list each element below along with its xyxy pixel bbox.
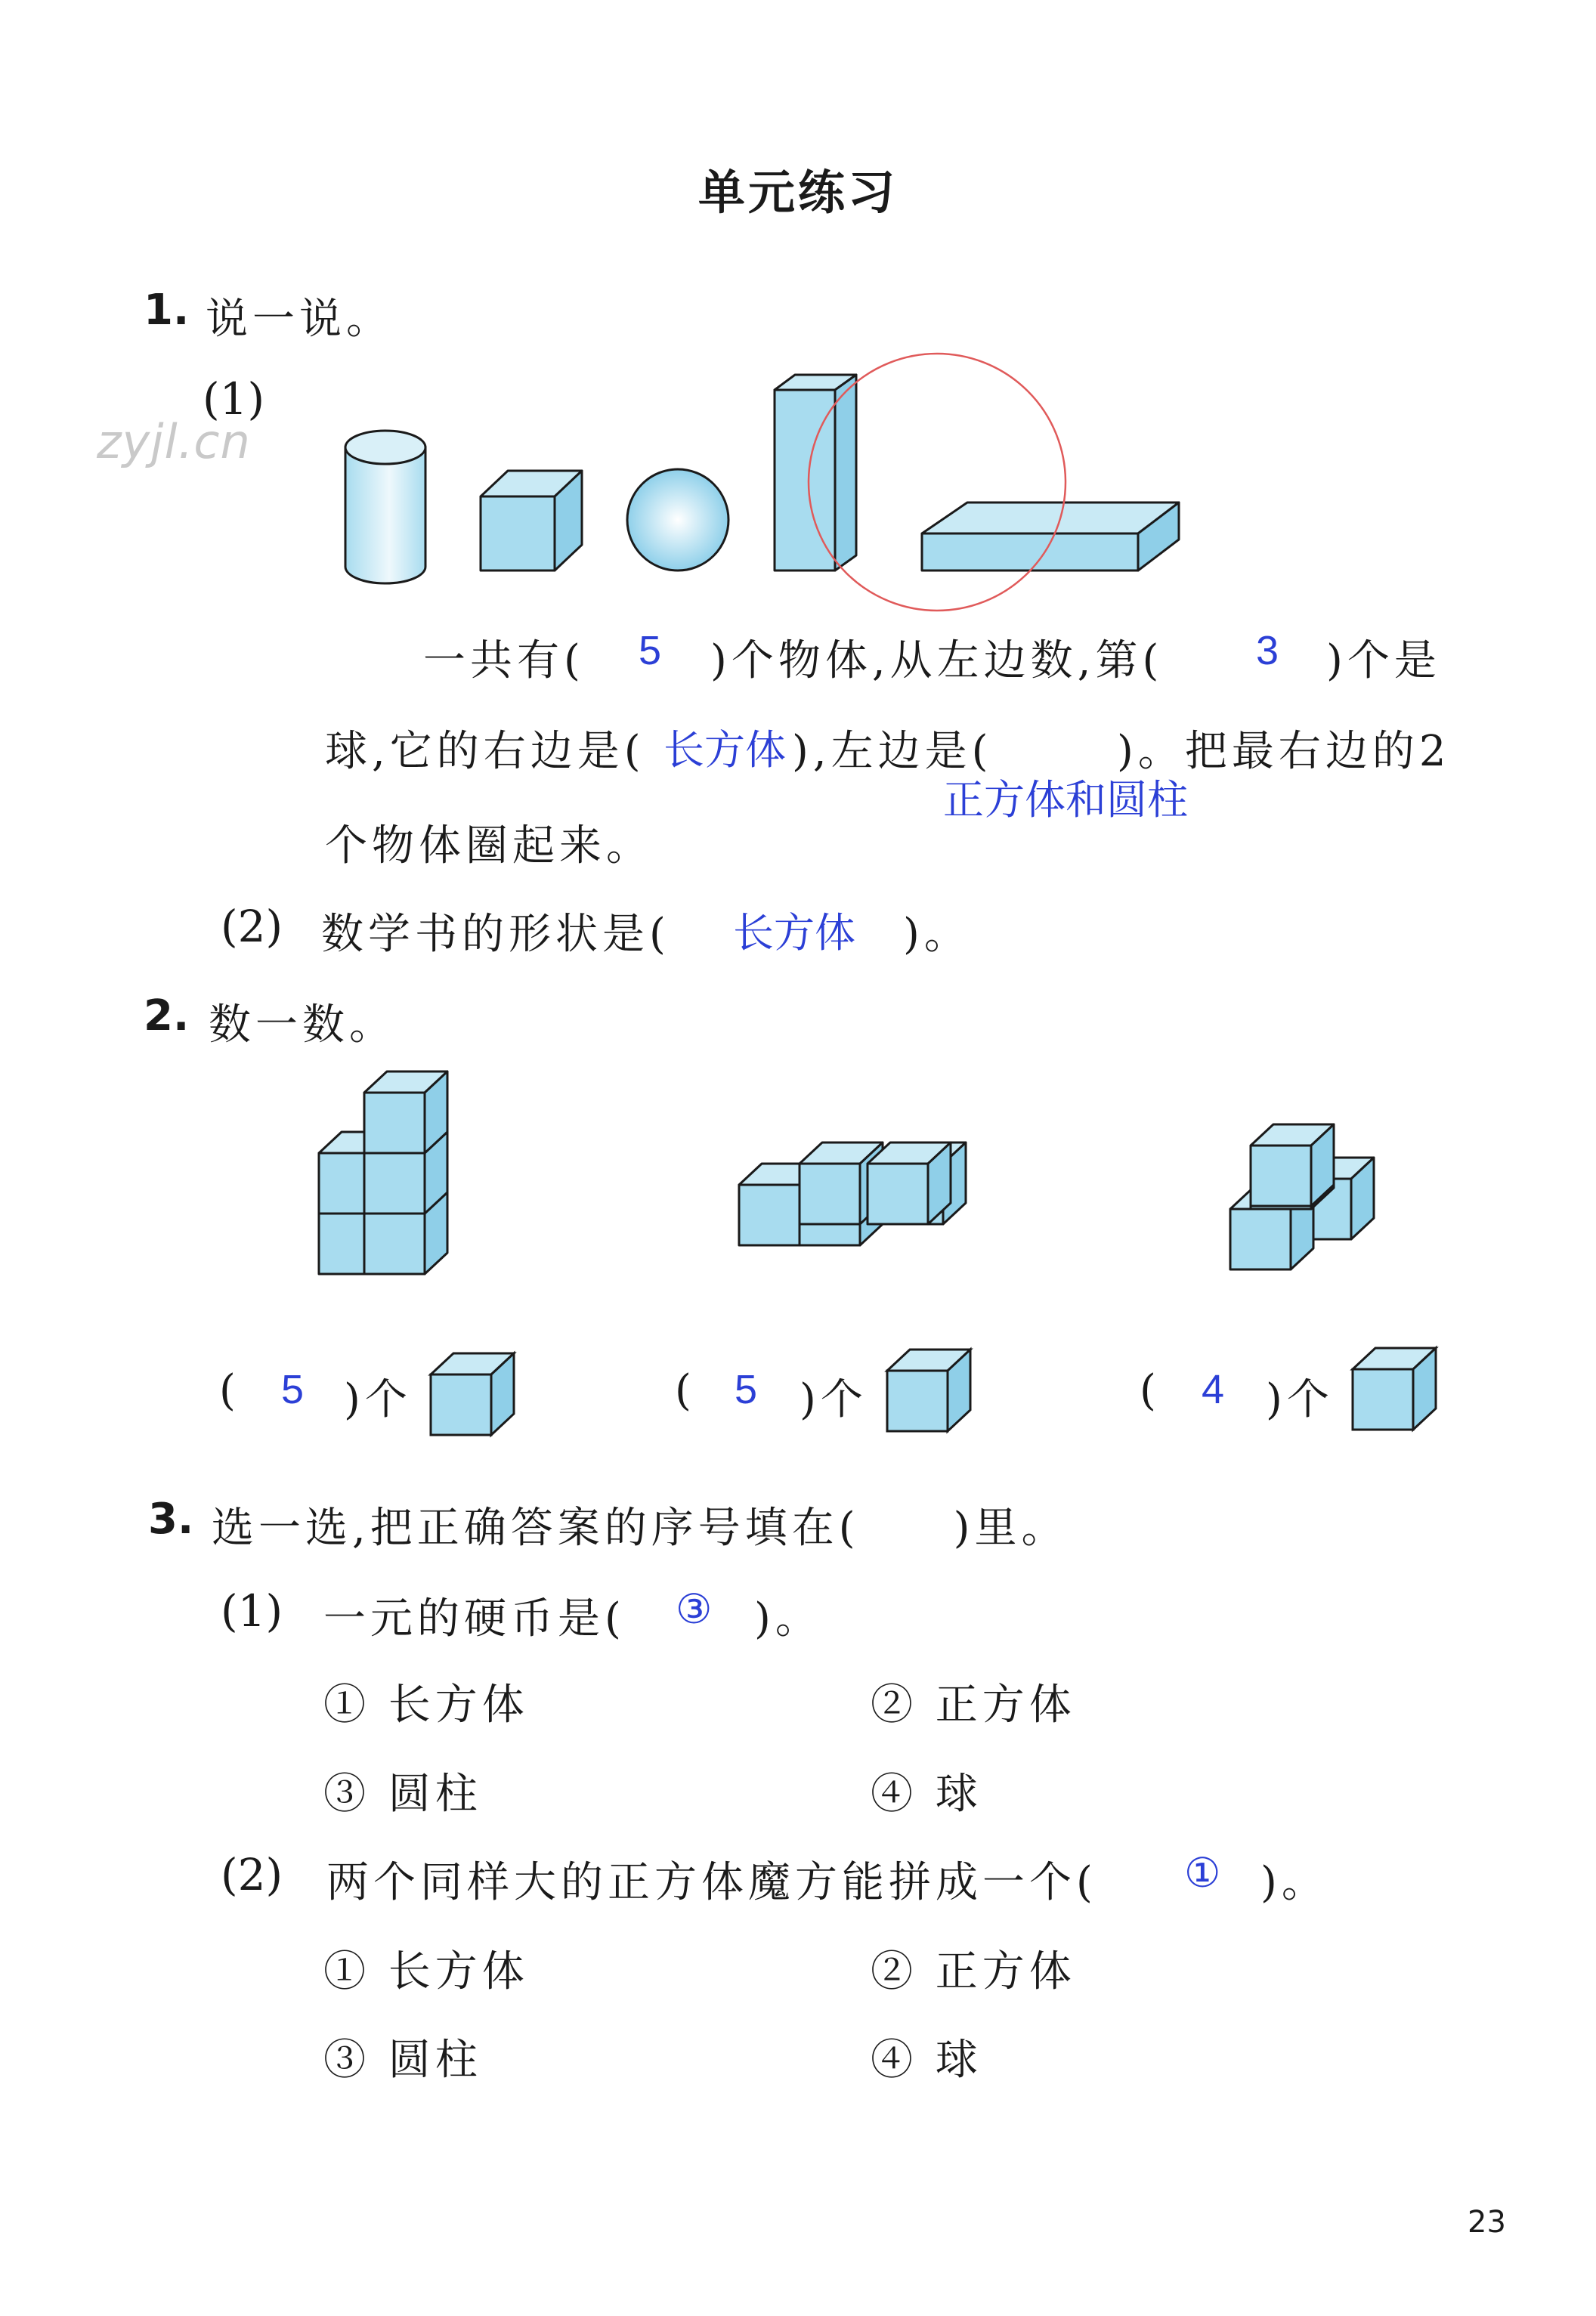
q3-sub1-option-1: ① 长方体: [323, 1681, 529, 1730]
tall-cuboid-shape: [775, 375, 856, 570]
fig3-cube: [1251, 1124, 1334, 1206]
q1-line2-b: ),左边是(: [792, 727, 993, 776]
q3-sub2-option-3: ③ 圆柱: [323, 2036, 482, 2085]
q3-sub1-label: (1): [221, 1585, 283, 1637]
flat-cuboid-shape: [922, 502, 1179, 570]
q1-sub1-label: (1): [203, 373, 265, 425]
fig2-cube: [868, 1143, 951, 1224]
page-number: 23: [1468, 2205, 1506, 2240]
q2-count1-open: (: [219, 1366, 240, 1415]
q3-sub2-option-1: ① 长方体: [323, 1947, 529, 1996]
q1-line2-c: )。把最右边的2: [1117, 727, 1451, 776]
q3-sub1-b: )。: [754, 1594, 822, 1643]
q2-count2-open: (: [675, 1366, 696, 1415]
q1-heading: 说一说。: [206, 295, 393, 344]
q2-count1-cube-icon: [428, 1349, 526, 1439]
figure-1-cubes: [319, 1071, 447, 1274]
watermark: zyjl.cn: [97, 414, 251, 469]
q1-answer-position: 3: [1256, 628, 1279, 673]
q2-count3-answer: 4: [1202, 1367, 1225, 1412]
q1-answer-left: 正方体和圆柱: [943, 778, 1188, 823]
q3-sub2-a: 两个同样大的正方体魔方能拼成一个(: [326, 1858, 1097, 1907]
figure-2-cubes: [739, 1143, 966, 1245]
cube-shape: [481, 471, 582, 570]
q2-number: 2.: [144, 991, 190, 1040]
q3-heading: 选一选,把正确答案的序号填在( )里。: [212, 1504, 1069, 1553]
q1-line1-a: 一共有(: [423, 636, 585, 685]
q1-answer-count: 5: [639, 628, 662, 673]
q1-line1-b: )个物体,从左边数,第(: [710, 636, 1164, 685]
figure-3-cubes: [1230, 1124, 1374, 1269]
q1-sub2-label: (2): [221, 901, 283, 952]
q2-count3-close: )个: [1266, 1375, 1334, 1424]
q2-count1-answer: 5: [281, 1367, 305, 1412]
sphere-shape: [627, 469, 728, 570]
q1-sub2-answer: 长方体: [733, 911, 855, 956]
q1-line1-c: )个是: [1326, 636, 1441, 685]
q2-count2-close: )个: [800, 1375, 868, 1424]
fig1-cube: [364, 1071, 447, 1153]
cylinder-shape: [345, 431, 425, 583]
q3-sub1-option-4: ④ 球: [871, 1770, 982, 1819]
q3-sub1-a: 一元的硬币是(: [323, 1594, 626, 1643]
q1-line3: 个物体圈起来。: [325, 821, 653, 870]
q2-count2-answer: 5: [735, 1367, 758, 1412]
page-title: 单元练习: [697, 165, 898, 220]
q3-sub2-option-2: ② 正方体: [871, 1947, 1076, 1996]
q1-sub2-a: 数学书的形状是(: [321, 910, 670, 959]
q2-heading: 数一数。: [209, 1000, 396, 1050]
q3-sub2-option-4: ④ 球: [871, 2036, 982, 2085]
q1-sub2-b: )。: [903, 910, 971, 959]
q1-shapes: [0, 348, 1285, 620]
q2-count3-cube-icon: [1350, 1344, 1448, 1434]
q1-number: 1.: [144, 286, 190, 335]
q3-sub2-b: )。: [1260, 1858, 1328, 1907]
q2-count1-close: )个: [344, 1375, 412, 1424]
q2-count2-cube-icon: [884, 1345, 982, 1436]
q3-sub1-option-3: ③ 圆柱: [323, 1770, 482, 1819]
q3-sub1-option-2: ② 正方体: [871, 1681, 1076, 1730]
q1-answer-right: 长方体: [663, 728, 786, 773]
q3-sub2-answer: ①: [1184, 1851, 1221, 1896]
q3-sub2-label: (2): [221, 1849, 283, 1900]
q3-sub1-answer: ③: [676, 1587, 713, 1632]
q1-line2-a: 球,它的右边是(: [325, 727, 645, 776]
q2-count3-open: (: [1140, 1366, 1161, 1415]
q3-number: 3.: [148, 1495, 194, 1544]
